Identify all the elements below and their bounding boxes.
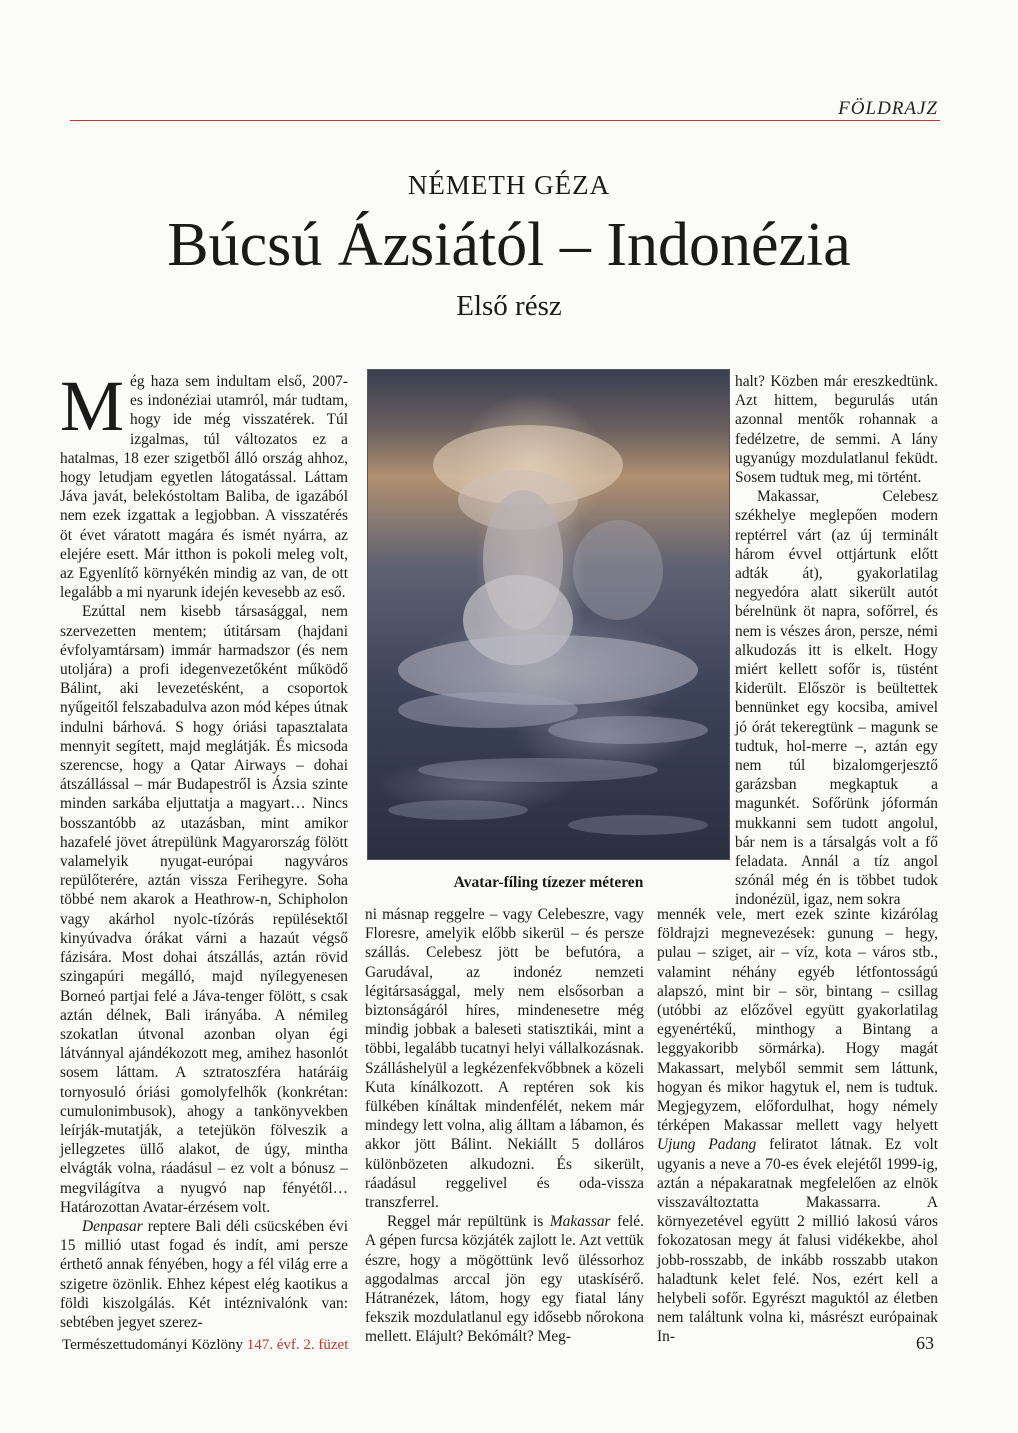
text-column-3-top — [735, 372, 938, 909]
paragraph-text: Reggel már repültünk is — [387, 1213, 550, 1231]
place-name: Ujung Padang — [657, 1136, 757, 1154]
text-column-2 — [365, 905, 644, 1346]
paragraph-text: reptere Bali déli csücskében évi 15 millió utast fogad és indít, ami persze érthető annak fényében, hogy a fél világ erre a szigetre özönlik. Ehhez képest elég kaotikus a földi kiszolgálás. Két intéznivalónk van: sebtében jegyet szerez- — [60, 1217, 348, 1331]
paragraph — [365, 1212, 644, 1346]
cloud-illustration — [368, 370, 729, 859]
paragraph: Ezúttal nem kisebb társasággal, nem szervezetten mentem; útitársam (hajdani évfolyamtársam) immár harmadszor (és nem utoljára) a profi idegenvezetőként működő Bálint, aki levezetésként, a csoportok nyűgeitől felszabadulva azon mód képes útnak indulni bárhová. S hogy óriási tapasztalata mennyit segített, majd meglátják. És micsoda szerencse, hogy a Qatar Airways – dohai átszállással – már Budapestről is Ázsia szinte minden sarkába eljuttatja a magyart… Nincs bosszantóbb az utazásban, mint amikor hazafelé jövet átrepülünk Magyarország fölött valamelyik nyugat-európai nagyváros repülőterére, aztán vissza Ferihegyre. Soha többé nem akarok a Heathrow-n, Schipholon vagy akárhol nyolc-tízórás repülésektől kinyúvadva órákat várni a hazaút végső fázisára. Most dohai átszállás, aztán rövid szingapúri megálló, majd nyílegyenesen Borneó partjai felé a Jáva-tenger fölött, s csak aztán délnek, Bali irányába. A némileg szokatlan útvonal azonban olyan égi látvánnyal ajándékozott meg, amihez hasonlót sosem láttam. A sztratoszféra határáig tornyosuló óriási gomolyfelhők (konkrétan: cumulonimbusok), ahogy a tankönyvekben leírják-mutatják, a tetejükön fölveszik a jellegzetes üllő alakot, de úgy, mintha elvágták volna, ráadásul – ez volt a bónusz – megvilágítva a nyugvó nap fényétől… Határozottan Avatar-érzésem volt. — [60, 603, 348, 1216]
paragraph: Makassar, Celebesz székhelye meglepően modern reptérrel várt (az új terminált három évvel ottjártunk előtt adták át), gyakorlatilag negyedóra alatt sikerült autót bérelnünk öt napra, sofőrrel, és nem is vészes áron, persze, némi alkudozás itt is elkelt. Hogy miért kellett sofőr is, tüstént kiderült. Először is beültettek bennünket egy kocsiba, amivel jó órát tekeregtünk – magunk se tudtuk, hol-merre –, aztán egy nem túl bizalomgerjesztő garázsban megkaptuk a magunkét. Sofőrünk jóformán mukkanni sem tudott angolul, bár nem is a társalgás volt a fő feladata. Annál a tíz angol szónál még én is többet tudok indonézül, igaz, nem sokra — [735, 488, 938, 909]
paragraph-text: mennék vele, mert ezek szinte kizárólag földrajzi megnevezések: gunung – hegy, pulau – sziget, air – víz, kota – város stb., valamint néhány egyéb létfontosságú alapszó, mint bir – sör, bintang – csillag (utóbbi az előzővel együtt gyakorlatilag egyenértékű, minthogy a Bintang a leggyakoribb sörmárka). Hogy magát Makassart, melyből semmit sem láttunk, hogyan és mikor hagytuk el, nem is tudtuk. Megjegyzem, előfordulhat, hogy némely térképen Makassar mellett vagy helyett — [657, 906, 938, 1135]
journal-footer — [62, 1337, 348, 1354]
cloud-photo — [367, 369, 730, 860]
issue-info: 147. évf. 2. füzet — [246, 1337, 349, 1353]
header-rule — [70, 120, 940, 121]
paragraph-text: ég haza sem indultam első, 2007-es indonéziai utamról, már tudtam, hogy ide még visszatérek. Túl izgalmas, túl változatos ez a hatalmas, 18 ezer szigetből álló ország ahhoz, hogy letudjam egyetlen látogatással. Láttam Jáva javát, belekóstoltam Baliba, de igazából nem ezek izgattak a legjobban. A visszatérés öt évet váratott magára és ismét nyárra, az elejére esett. Már itthon is pokoli meleg volt, az Egyenlítő környékén mindig az van, de ott legalább a mi nyarunk idején kevesebb az eső. — [60, 373, 348, 602]
paragraph-text: felé. A gépen furcsa közjáték zajlott le. Azt vettük észre, hogy a mögöttünk levő üléssorhoz aggodalmas arccal jön egy utaskísérő. Hátranézek, látom, hogy egy fiatal lány fekszik mozdulatlanul egy idősebb nőrokona mellett. Elájult? Bekómált? Meg- — [365, 1213, 644, 1346]
paragraph: ni másnap reggelre – vagy Celebeszre, vagy Floresre, amelyik előbb sikerül – és persze szállás. Celebesz jött be befutóra, a Garudával, az indonéz nemzeti légitársasággal, mely nem elsősorban a biztonságáról híres, mindenesetre még mindig jobbak a baleseti statisztikái, mint a többi, legalább tucatnyi helyi vállalkozásnak. Szálláshelyül a legkézenfekvőbbnek a közeli Kuta kínálkozott. A reptéren sok kis fülkében kínáltak mindenfélét, nekem már mindegy lett volna, alig álltam a lábamon, és akkor jött Bálint. Nekiállt 5 dolláros különbözeten alkudozni. És sikerült, ráadásul reggelivel és oda-vissza transzferrel. — [365, 906, 644, 1212]
text-column-1 — [60, 366, 348, 1331]
paragraph — [60, 366, 348, 602]
section-label: FÖLDRAJZ — [838, 98, 938, 119]
author-name: NÉMETH GÉZA — [407, 170, 611, 200]
journal-name: Természettudományi Közlöny — [62, 1337, 243, 1353]
article-subtitle: Első rész — [456, 290, 562, 322]
article-title: Búcsú Ázsiától – Indonézia — [167, 211, 851, 279]
drop-cap: M — [60, 366, 125, 446]
place-name: Denpasar — [82, 1217, 143, 1235]
place-name: Makassar — [549, 1213, 611, 1231]
photo-caption: Avatar-fíling tízezer méteren — [453, 874, 644, 891]
page-number: 63 — [916, 1333, 934, 1353]
paragraph — [657, 905, 938, 1347]
paragraph — [60, 1217, 348, 1332]
paragraph-text: feliratot látnak. Ez volt ugyanis a neve a 70-es évek elejétől 1999-ig, aztán a népakaratnak megfelelően az elnök visszaváltoztatta Makassarra. A környezetével együtt 2 millió lakosú város fokozatosan megy át falusi vidékekbe, ahol jobb-rosszabb, de inkább rosszabb utakon haladtunk kelet felé. Nos, ezért kell a helybeli sofőr. Egyrészt maguktól az életben nem találtunk volna ki, másrészt európainak In- — [657, 1136, 938, 1346]
paragraph: halt? Közben már ereszkedtünk. Azt hittem, begurulás után azonnal mentők rohannak a fedélzetre, de semmi. A lány ugyanúgy mozdulatlanul feküdt. Sosem tudtuk meg, mi történt. — [735, 373, 938, 487]
